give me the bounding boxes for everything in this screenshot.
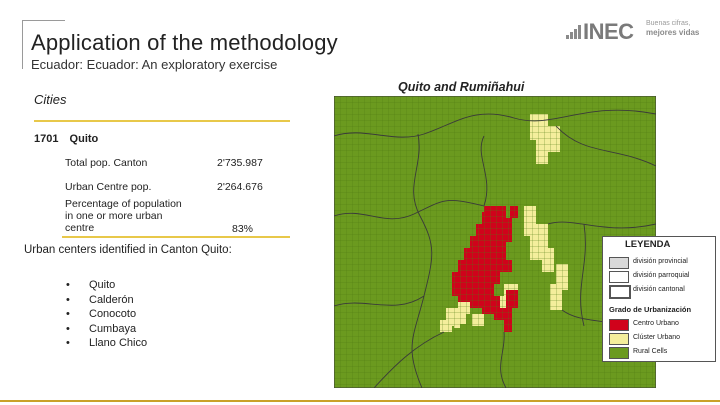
list-item: • Quito [66,279,116,291]
urban-centers-list [66,278,147,351]
legend-label: Clúster Urbano [633,334,681,341]
legend-swatch [609,271,629,283]
row-label: Percentage of population in one or more urban centre [65,198,182,234]
list-item-label: Calderón [89,293,134,306]
logo-tagline-2: mejores vidas [646,28,700,37]
row-value: 2'735.987 [217,157,263,169]
legend-swatch [609,333,629,345]
divider [34,120,290,122]
legend-label: división provincial [633,258,688,265]
legend-label: Centro Urbano [633,320,679,327]
list-item-label: Quito [89,279,116,291]
list-item: • Cumbaya [66,322,137,335]
slide-title: Application of the methodology [31,30,338,55]
divider [62,236,290,238]
map-title: Quito and Rumiñahui [398,80,525,94]
slide-subtitle: Ecuador: Ecuador: An exploratory exercise [31,57,278,72]
row-label: Total pop. Canton [65,157,148,169]
legend-label: Rural Cells [633,348,668,355]
row-label: Urban Centre pop. [65,181,152,193]
canton-heading [34,133,106,145]
legend-swatch [609,257,629,269]
legend-section-title: Grado de Urbanización [609,305,692,314]
list-item: • Conocoto [66,308,137,320]
list-item-label: Cumbaya [89,322,137,335]
list-item: • Llano Chico [66,337,148,349]
legend-swatch [609,285,631,299]
cities-label: Cities [34,92,67,107]
canton-name: Quito [69,133,99,145]
bars-icon [566,25,582,39]
list-item-label: Llano Chico [89,337,148,349]
logo-brand: INEC [583,19,634,44]
list-item-label: Conocoto [89,308,137,320]
canton-code: 1701 [34,133,59,145]
logo-tagline-1: Buenas cifras, [646,20,691,27]
footer-rule [0,400,720,402]
map-legend [602,236,716,362]
inec-logo [566,17,706,43]
row-value: 83% [232,223,254,235]
legend-swatch [609,319,629,331]
list-item: • Calderón [66,293,134,306]
row-value: 2'264.676 [217,181,263,193]
legend-label: división cantonal [633,286,685,293]
legend-swatch [609,347,629,359]
urban-centers-intro: Urban centers identified in Canton Quito: [24,244,232,256]
legend-label: división parroquial [633,272,690,279]
legend-title: LEYENDA [625,239,671,250]
